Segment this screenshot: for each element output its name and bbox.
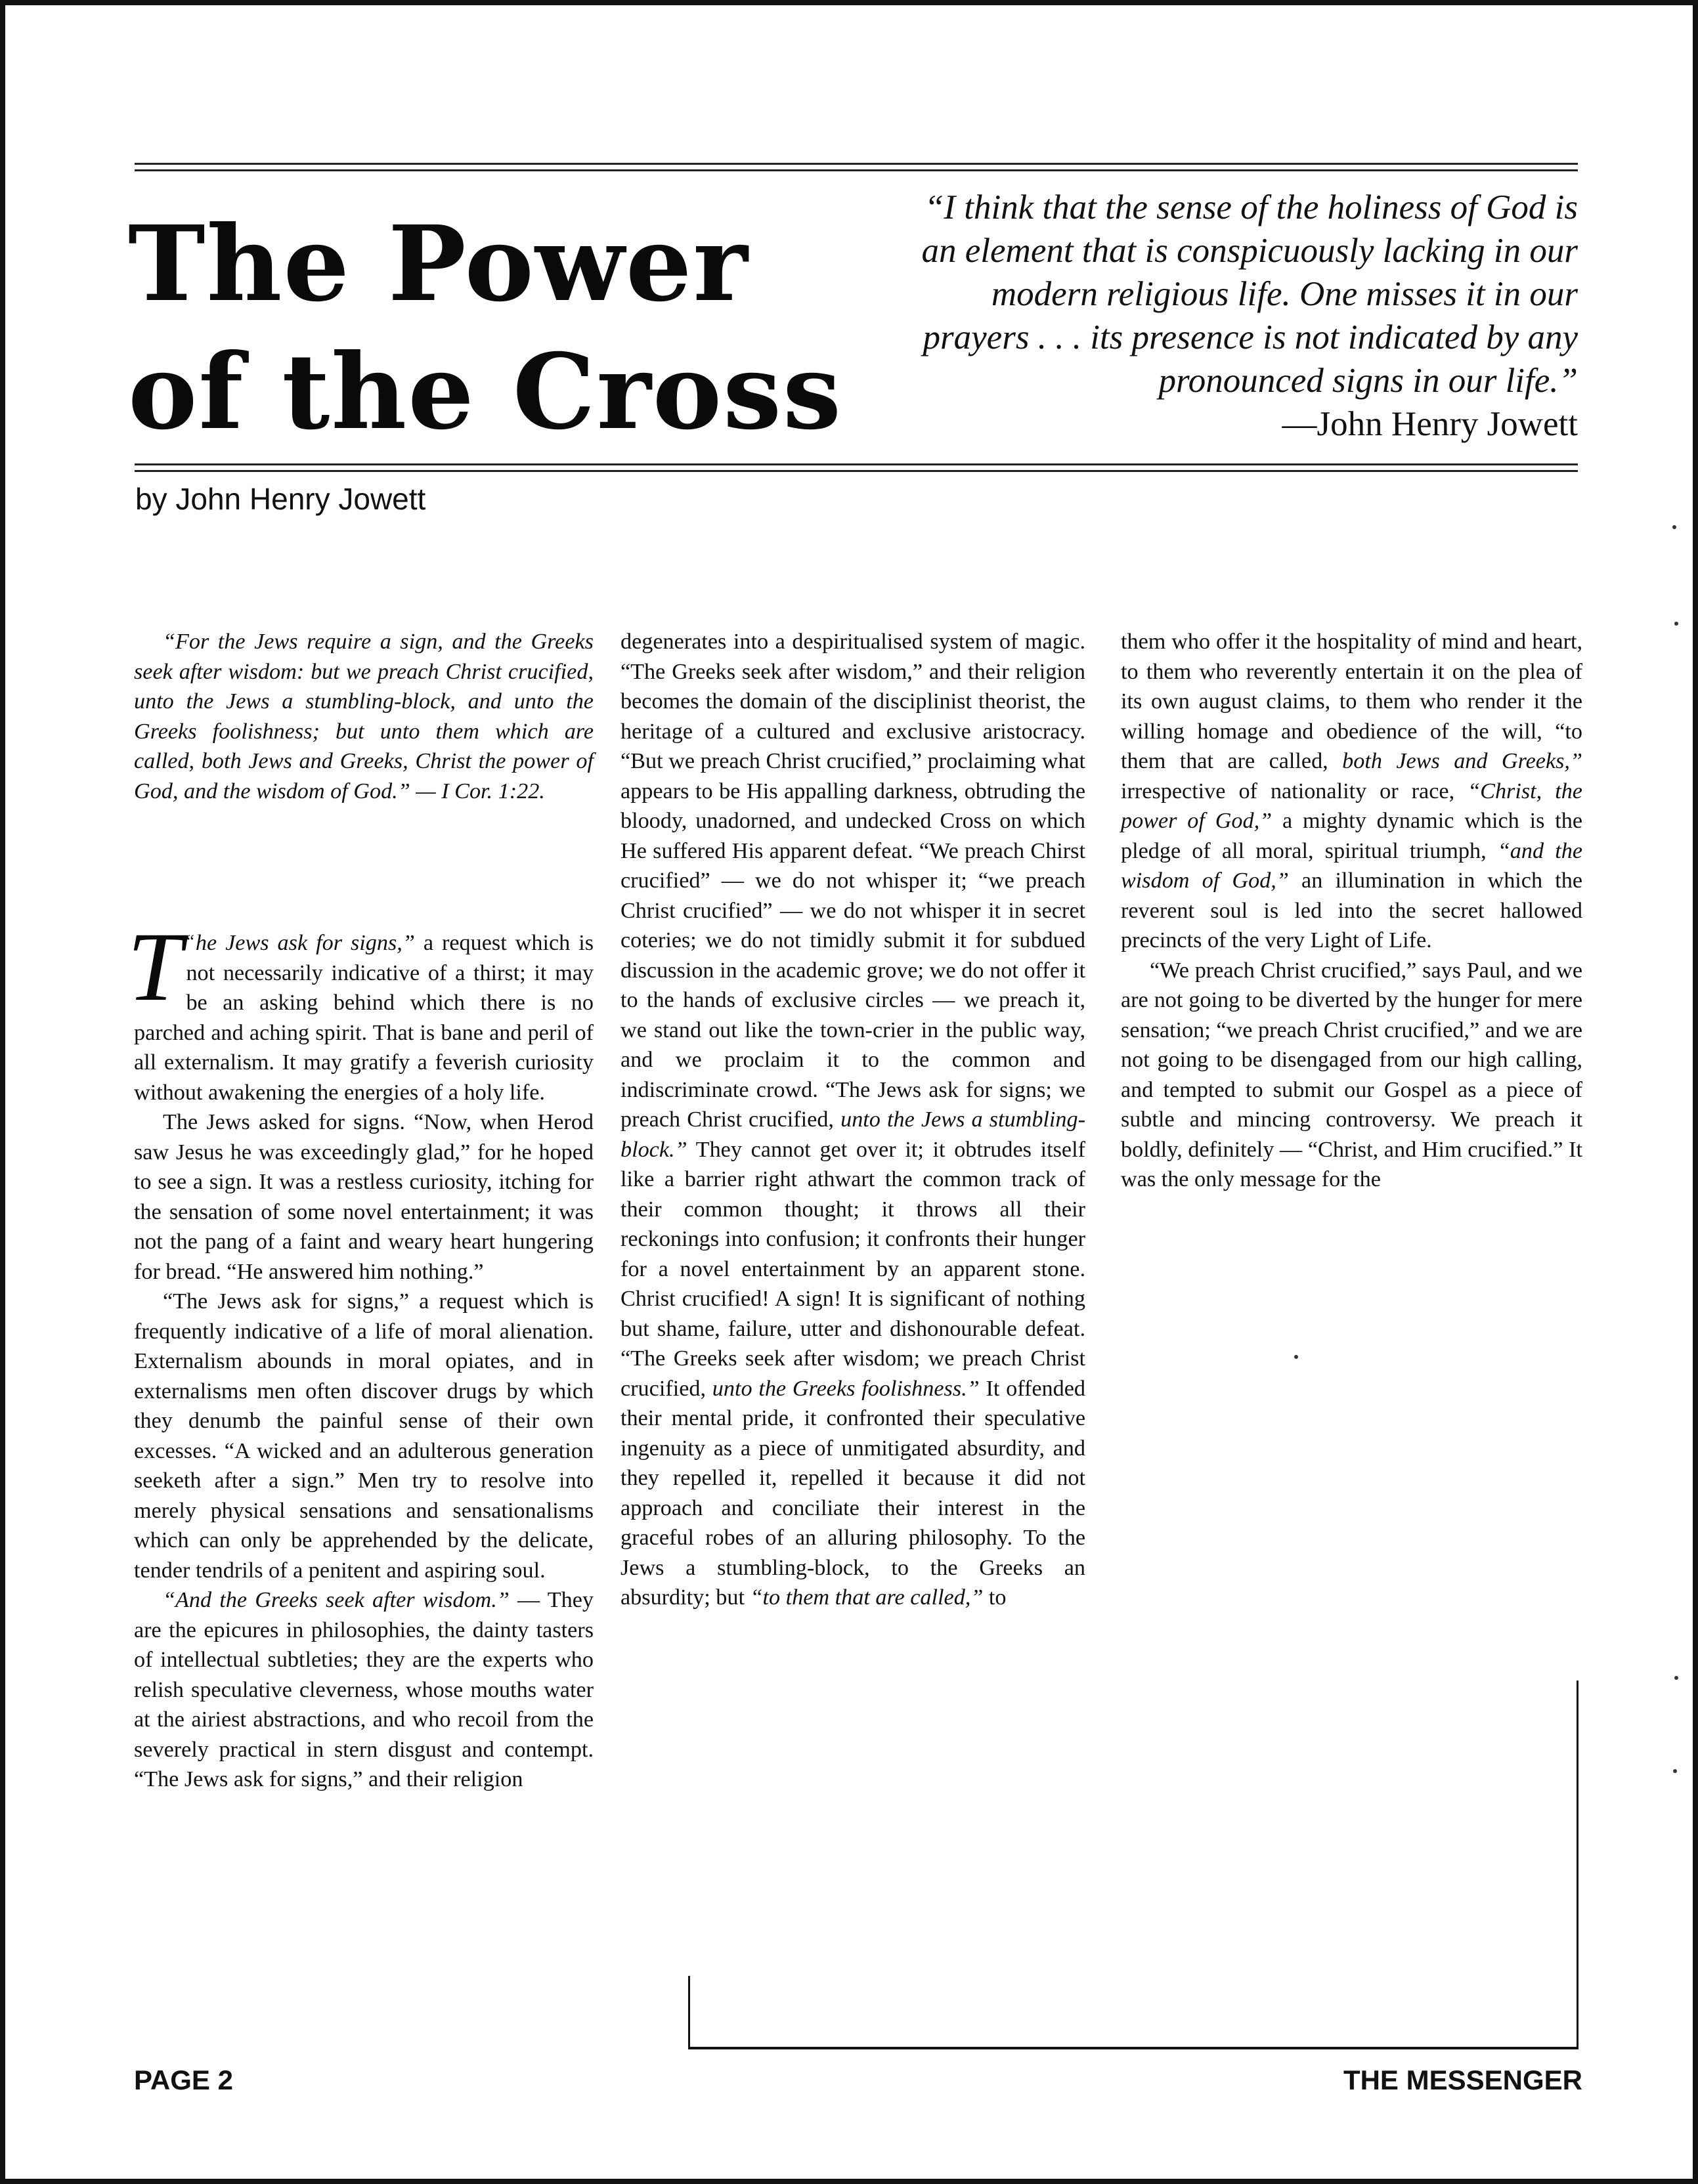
column-2 [620, 627, 1085, 1613]
pull-quote-line: modern religious life. One misses it in our [991, 275, 1578, 313]
column-3-paragraph-2: “We preach Christ crucified,” says Paul, and we are not going to be diverted by the hunger for mere sensation; “we preach Christ crucified,” and we are not going to be disengaged from our high calling, and tempted to submit our Gospel as a piece of subtle and mincing controversy. We preach it boldly, definitely — “Christ, and Him crucified.” It was the only message for the [1121, 958, 1582, 1191]
c3-italic-2: “Christ, the power of God,” [1121, 779, 1582, 833]
article-title [128, 200, 842, 456]
byline: by John Henry Jowett [135, 482, 426, 516]
c3-text-a: them who offer it the hospitality of mind and heart, to them who reverently entertain it on the plea of its own august claims, to them who render it the willing homage and obedience of the will, “to them that are called, [1121, 630, 1582, 773]
paragraph-1 [127, 912, 594, 1107]
pull-quote-attribution: —John Henry Jowett [1282, 405, 1578, 443]
publication-name: THE MESSENGER [1343, 2065, 1582, 2095]
dropcap-quote: “ [186, 931, 194, 952]
pull-quote-line: pronounced signs in our life.” [1158, 362, 1578, 400]
c3-italic-1: both Jews and Greeks,” [1342, 749, 1582, 773]
c3-text-c: a mighty dynamic which is the pledge of all moral, spiritual triumph, [1121, 809, 1582, 863]
header-rule-top-1 [135, 163, 1578, 165]
print-speck [1674, 622, 1678, 626]
header-rule-bottom-1 [135, 463, 1578, 465]
c2-text-d: to [983, 1585, 1007, 1610]
c2-text-a: degenerates into a despiritualised system of magic. “The Greeks seek after wisdom,” and their religion becomes the domain of the disciplinist theorist, the heritage of a cultured and exclusive aristocracy. “But we preach Christ crucified,” proclaiming what appears to be His appalling darkness, obtruding the bloody, unadorned, and undecked Cross on which He suffered His apparent defeat. “We preach Chirst crucified” — we do not whisper it; “we preach Christ crucified” — we do not whisper it in secret coteries; we do not timidly submit it for subdued discussion in the academic grove; we do not offer it to the hands of exclusive circles — we preach it, we stand out like the town-crier in the public way, and we proclaim it to the common and indiscriminate crowd. “The Jews ask for signs; we preach Christ crucified, [620, 630, 1085, 1132]
page-border-bottom [0, 2179, 1698, 2184]
c2-italic-3: “to them that are called,” [750, 1585, 984, 1610]
pull-quote-line: prayers . . . its presence is not indicated by any [923, 318, 1578, 356]
c2-text-b: They cannot get over it; it obtrudes itself like a barrier right athwart the common track of their common thought; it throws all their reckonings into confusion; it confronts their hunger for a novel entertainment by an apparent stone. Christ crucified! A sign! It is significant of nothing but shame, failure, utter and dishonourable defeat. “The Greeks seek after wisdom; we preach Christ crucified, [620, 1137, 1085, 1401]
c2-text-c: It offended their mental pride, it confronted their speculative ingenuity as a piece of unmitigated absurdity, and they repelled it, repelled it because it did not approach and conciliate their interest in the graceful robes of an alluring philosophy. To the Jews a stumbling-block, to the Greeks an absurdity; but [620, 1376, 1085, 1610]
print-speck [1673, 1769, 1677, 1773]
p1-italic: he Jews ask for signs,” [195, 931, 415, 955]
pull-quote-line: “I think that the sense of the holiness of God is [924, 188, 1578, 226]
column-3 [1121, 627, 1582, 1195]
c2-italic-1: unto the Jews a stumbling-block.” [620, 1107, 1085, 1162]
print-speck [1294, 1355, 1298, 1359]
page-number: PAGE 2 [134, 2065, 233, 2095]
paragraph-2: The Jews asked for signs. “Now, when Herod saw Jesus he was exceedingly glad,” for he hoped to see a sign. It was a restless curiosity, itching for the sensation of some novel entertainment; it was not the pang of a faint and weary heart hungering for bread. “He answered him nothing.” [134, 1110, 594, 1284]
paragraph-3: “The Jews ask for signs,” a request which is frequently indicative of a life of moral alienation. Externalism abounds in moral opiates, and in externalisms men often discover drugs by which they denumb the painful sense of their own excesses. “A wicked and an adulterous generation seeketh after a sign.” Men try to resolve into merely physical sensations and sensationalisms which can only be apprehended by the delicate, tender tendrils of a penitent and aspiring soul. [134, 1289, 594, 1583]
pull-quote-line: an element that is conspicuously lacking in our [921, 232, 1578, 270]
box-border-left [688, 1976, 690, 2049]
column-1 [127, 627, 594, 1795]
box-border-right [1577, 1681, 1578, 2048]
column-3-paragraph-1 [1121, 627, 1582, 956]
p4-italic: “And the Greeks seek after wisdom.” [163, 1588, 510, 1612]
c3-text-d: an illumination in which the reverent soul is led into the secret hallowed precincts of the very Light of Life. [1121, 868, 1583, 953]
p1-text: a request which is not necessarily indicative of a thirst; it may be an asking behind which there is no parched and aching spirit. That is bane and peril of all externalism. It may gratify a feverish curiosity without awakening the energies of a holy life. [134, 931, 594, 1105]
print-speck [1674, 1676, 1678, 1680]
print-speck [1672, 525, 1676, 529]
page-border-right [1693, 0, 1698, 2184]
header-rule-top-2 [135, 169, 1578, 171]
title-line-2: of the Cross [128, 332, 843, 453]
column-2-paragraph [620, 627, 1085, 1613]
drop-cap: T [127, 912, 183, 1021]
header-rule-bottom-2 [135, 470, 1578, 472]
c3-text-b: irrespective of nationality or race, [1121, 779, 1468, 803]
paragraph-4 [134, 1585, 594, 1795]
pull-quote [829, 186, 1578, 446]
title-line-1: The Power [128, 203, 749, 325]
epigraph: “For the Jews require a sign, and the Greeks seek after wisdom: but we preach Christ crucified, unto the Jews a stumbling-block, and unto the Greeks foolishness; but unto them which are called, both Jews and Greeks, Christ the power of God, and the wisdom of God.” — I Cor. 1:22. [134, 630, 594, 803]
box-border-bottom [688, 2047, 1578, 2049]
c3-italic-3: “and the wisdom of God,” [1121, 838, 1583, 893]
page-border-top [0, 0, 1698, 5]
p4-text: — They are the epicures in philosophies, the dainty tasters of intellectual subtleties; they are the experts who relish speculative cleverness, whose mouths water at the airiest abstractions, and who recoil from the severely practical in stern disgust and contempt. “The Jews ask for signs,” and their religion [134, 1588, 594, 1791]
c2-italic-2: unto the Greeks foolishness.” [712, 1376, 980, 1401]
page-border-left [0, 0, 5, 2184]
